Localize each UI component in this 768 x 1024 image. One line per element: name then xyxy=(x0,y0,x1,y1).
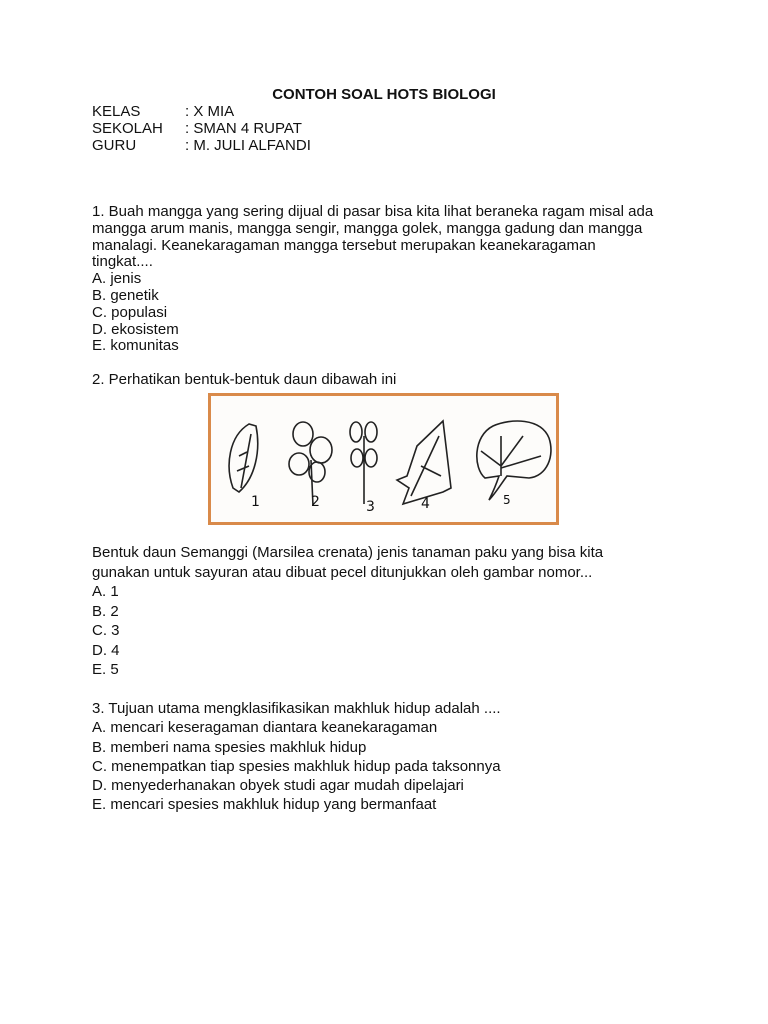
option-c: C. 3 xyxy=(92,622,120,639)
leaf-1-image xyxy=(229,424,258,492)
option-d: D. ekosistem xyxy=(92,320,179,338)
leaf-5-image xyxy=(477,421,551,500)
option-d: D. 4 xyxy=(92,641,120,659)
question-text: 1. Buah mangga yang sering dijual di pasar bisa kita lihat beraneka ragam misal ada xyxy=(92,203,654,220)
figure-label-1: 1 xyxy=(251,494,260,510)
question-1 xyxy=(92,204,692,355)
option-d: D. menyederhanakan obyek studi agar mudah dipelajari xyxy=(92,777,464,795)
option-e: E. mencari spesies makhluk hidup yang bermanfaat xyxy=(92,796,437,814)
question-text: gunakan untuk sayuran atau dibuat pecel ditunjukkan oleh gambar nomor... xyxy=(92,563,593,581)
document-title: CONTOH SOAL HOTS BIOLOGI xyxy=(272,86,496,103)
meta-value: : M. JULI ALFANDI xyxy=(185,137,311,154)
option-a: A. mencari keseragaman diantara keanekaragaman xyxy=(92,719,438,737)
option-b: B. 2 xyxy=(92,602,119,620)
meta-value: : SMAN 4 RUPAT xyxy=(185,120,302,137)
question-2-heading xyxy=(92,371,692,388)
meta-guru xyxy=(92,137,692,154)
question-text: tingkat.... xyxy=(92,253,153,271)
meta-label: KELAS xyxy=(92,103,141,120)
meta-label: SEKOLAH xyxy=(92,120,163,137)
question-3 xyxy=(92,699,692,815)
option-e: E. komunitas xyxy=(92,337,179,355)
question-text: 2. Perhatikan bentuk-bentuk daun dibawah ini xyxy=(92,371,397,388)
figure-label-4: 4 xyxy=(421,496,430,512)
option-c: C. populasi xyxy=(92,303,168,321)
figure-label-3: 3 xyxy=(366,499,375,515)
option-c: C. menempatkan tiap spesies makhluk hidup pada taksonnya xyxy=(92,757,501,775)
option-e: E. 5 xyxy=(92,661,119,678)
question-2 xyxy=(92,543,692,680)
question-text: Bentuk daun Semanggi (Marsilea crenata) jenis tanaman paku yang bisa kita xyxy=(92,544,604,561)
meta-value: : X MIA xyxy=(185,103,235,120)
option-b: B. memberi nama spesies makhluk hidup xyxy=(92,738,367,756)
document-meta xyxy=(92,103,692,154)
option-a: A. 1 xyxy=(92,583,119,600)
meta-label: GURU xyxy=(92,137,137,154)
figure-labels xyxy=(208,490,559,520)
figure-label-2: 2 xyxy=(311,494,320,510)
meta-kelas xyxy=(92,103,692,120)
figure-label-5: 5 xyxy=(503,493,511,507)
question-text: mangga arum manis, mangga sengir, mangga golek, mangga gadung dan mangga xyxy=(92,219,643,237)
question-text: 3. Tujuan utama mengklasifikasikan makhluk hidup adalah .... xyxy=(92,700,501,717)
option-a: A. jenis xyxy=(92,270,142,288)
question-text: manalagi. Keanekaragaman mangga tersebut merupakan keanekaragaman xyxy=(92,236,596,254)
meta-sekolah xyxy=(92,120,692,137)
option-b: B. genetik xyxy=(92,286,159,304)
